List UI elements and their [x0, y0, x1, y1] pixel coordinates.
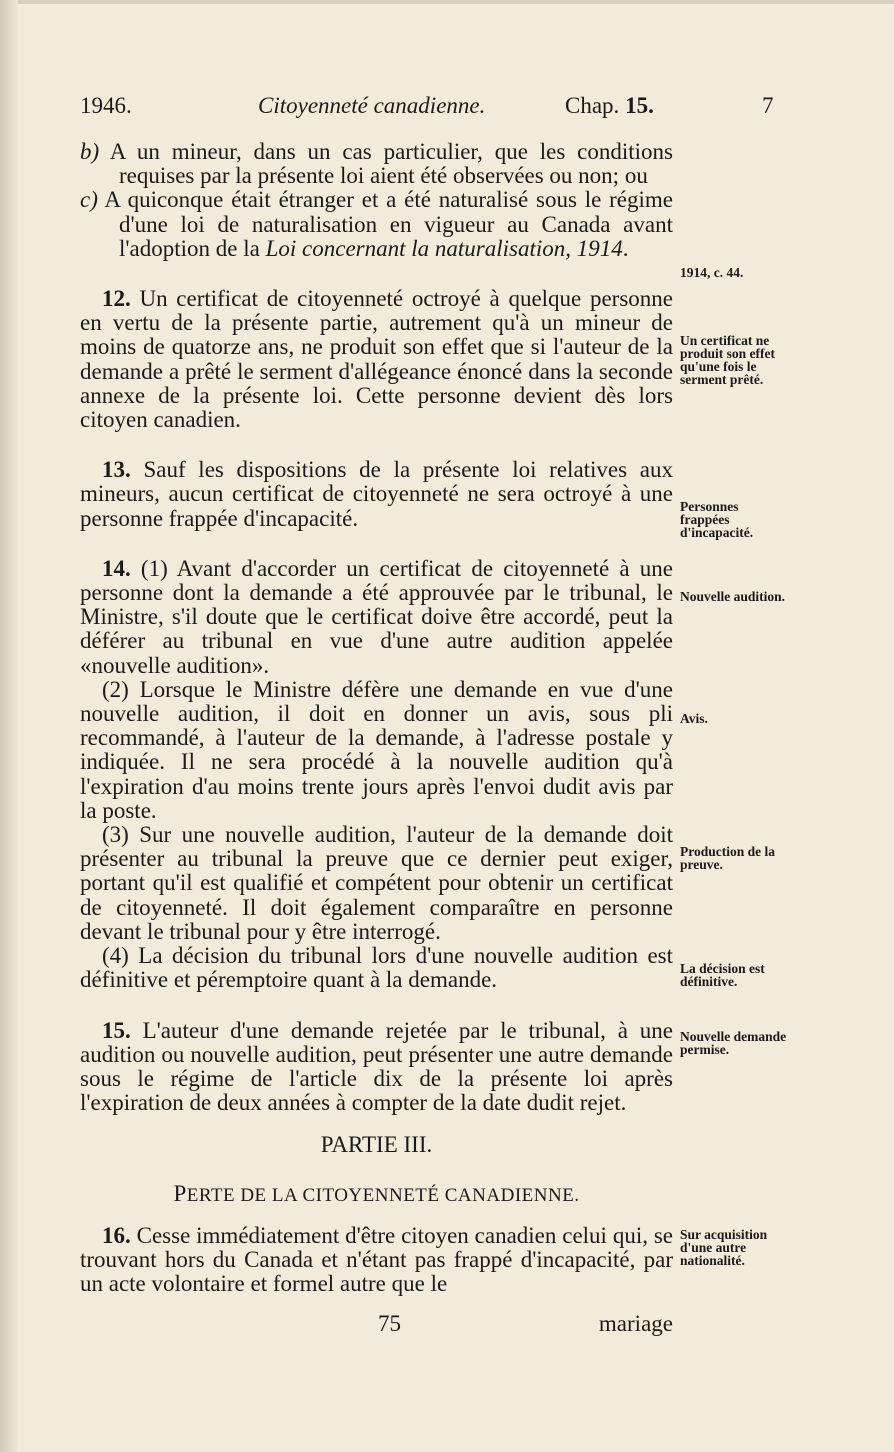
section-12 — [80, 287, 673, 432]
section-14-3: (3) Sur une nouvelle audition, l'auteur de la demande doit présenter au tribunal la preuve que ce dernier peut exiger, portant qu'il est qualifié et compétent pour obtenir un certificat de citoyenneté. Il doit également comparaître en personne devant le tribunal pour y être interrogé. — [80, 822, 673, 944]
header-chapter-label: Chap. — [565, 93, 620, 118]
paragraph-c-end: . — [622, 235, 629, 261]
paragraph-b-label: b) — [80, 139, 100, 164]
section-15 — [80, 1019, 673, 1116]
section-16 — [80, 1224, 673, 1297]
margin-note-15: Nouvelle demande permise. — [680, 1029, 787, 1057]
part-subheading-rest: ERTE DE LA CITOYENNETÉ CANADIENNE. — [186, 1184, 580, 1206]
header-year: 1946. — [80, 93, 132, 118]
section-16-text: Cesse immédiatement d'être citoyen canadien celui qui, se trouvant hors du Canada et n'étant pas frappé d'incapacité, par un acte volontaire et formel autre que le — [80, 1222, 673, 1297]
margin-note-16: Sur acquisition d'une autre nationalité. — [680, 1227, 768, 1268]
section-14-1-text: (1) Avant d'accorder un certificat de citoyenneté à une personne dont la demande a été approuvée par le tribunal, le Ministre, s'il doute que le certificat doive être accordé, peut la déférer au tribunal en vue d'une autre audition appelée «nouvelle audition». — [80, 555, 673, 678]
header-chapter-number: 15. — [625, 93, 654, 118]
section-16-number: 16. — [102, 1222, 131, 1248]
paragraph-c — [80, 188, 673, 261]
page-footer — [80, 1312, 673, 1338]
section-15-number: 15. — [102, 1017, 131, 1043]
margin-note-14-3: Production de la preuve. — [680, 844, 776, 872]
section-14-4: (4) La décision du tribunal lors d'une nouvelle audition est définitive et péremptoire quant à la demande. — [80, 943, 673, 993]
part-heading: PARTIE III. — [320, 1132, 433, 1158]
margin-note-14-1: Nouvelle audition. — [680, 589, 786, 604]
paragraph-c-act-title: Loi concernant la naturalisation, 1914 — [265, 235, 623, 261]
part-subheading-initial: P — [173, 1180, 187, 1206]
margin-note-13: Personnes frappées d'incapacité. — [680, 499, 754, 540]
part-subheading — [80, 1182, 673, 1208]
margin-note-14-4: La décision est définitive. — [680, 961, 765, 989]
top-edge — [0, 0, 894, 4]
section-15-text: L'auteur d'une demande rejetée par le tribunal, à une audition ou nouvelle audition, peut présenter une autre demande sous le régime de l'article dix de la présente loi après l'expiration de deux années à compter de la date dudit rejet. — [80, 1017, 673, 1116]
margin-note-1914: 1914, c. 44. — [680, 265, 744, 280]
header-title: Citoyenneté canadienne. — [258, 93, 486, 118]
margin-note-14-2: Avis. — [680, 711, 708, 726]
margin-note-12: Un certificat ne produit son effet qu'une fois le serment prêté. — [680, 333, 776, 387]
section-12-number: 12. — [102, 286, 131, 312]
page-binding-shadow — [0, 0, 18, 1452]
footer-page-number: 75 — [378, 1311, 401, 1337]
paragraph-c-label: c) — [80, 187, 98, 213]
paragraph-b-text: A un mineur, dans un cas particulier, que les conditions requises par la présente loi aient été observées ou non; ou — [99, 139, 673, 189]
main-text — [80, 140, 673, 1338]
section-14-number: 14. — [102, 555, 131, 581]
header-chapter — [565, 92, 654, 120]
footer-catchword: mariage — [598, 1311, 673, 1337]
paragraph-b — [80, 140, 673, 188]
section-13 — [80, 458, 673, 531]
section-14-1 — [80, 557, 673, 678]
section-13-number: 13. — [102, 457, 131, 483]
section-13-text: Sauf les dispositions de la présente loi relatives aux mineurs, aucun certificat de citoyenneté ne sera octroyé à une personne frappée d'incapacité. — [80, 457, 673, 531]
header-page-number: 7 — [762, 93, 774, 118]
section-14-2: (2) Lorsque le Ministre défère une demande en vue d'une nouvelle audition, il doit en donner un avis, sous pli recommandé, à l'auteur de la demande, à l'adresse postale y indiquée. Il ne sera procédé à la nouvelle audition qu'à l'expiration d'au moins trente jours après l'envoi dudit avis par la poste. — [80, 676, 673, 823]
section-12-text: Un certificat de citoyenneté octroyé à quelque personne en vertu de la présente partie, autrement qu'à un mineur de moins de quatorze ans, ne produit son effet que si l'auteur de la demande a prêté le serment d'allégeance énoncé dans la seconde annexe de la présente loi. Cette personne devient dès lors citoyen canadien. — [80, 286, 673, 433]
paragraph-c-text: A quiconque était étranger et a été naturalisé sous le régime d'une loi de naturalisation en vigueur au Canada avant l'adoption de la — [97, 187, 673, 261]
